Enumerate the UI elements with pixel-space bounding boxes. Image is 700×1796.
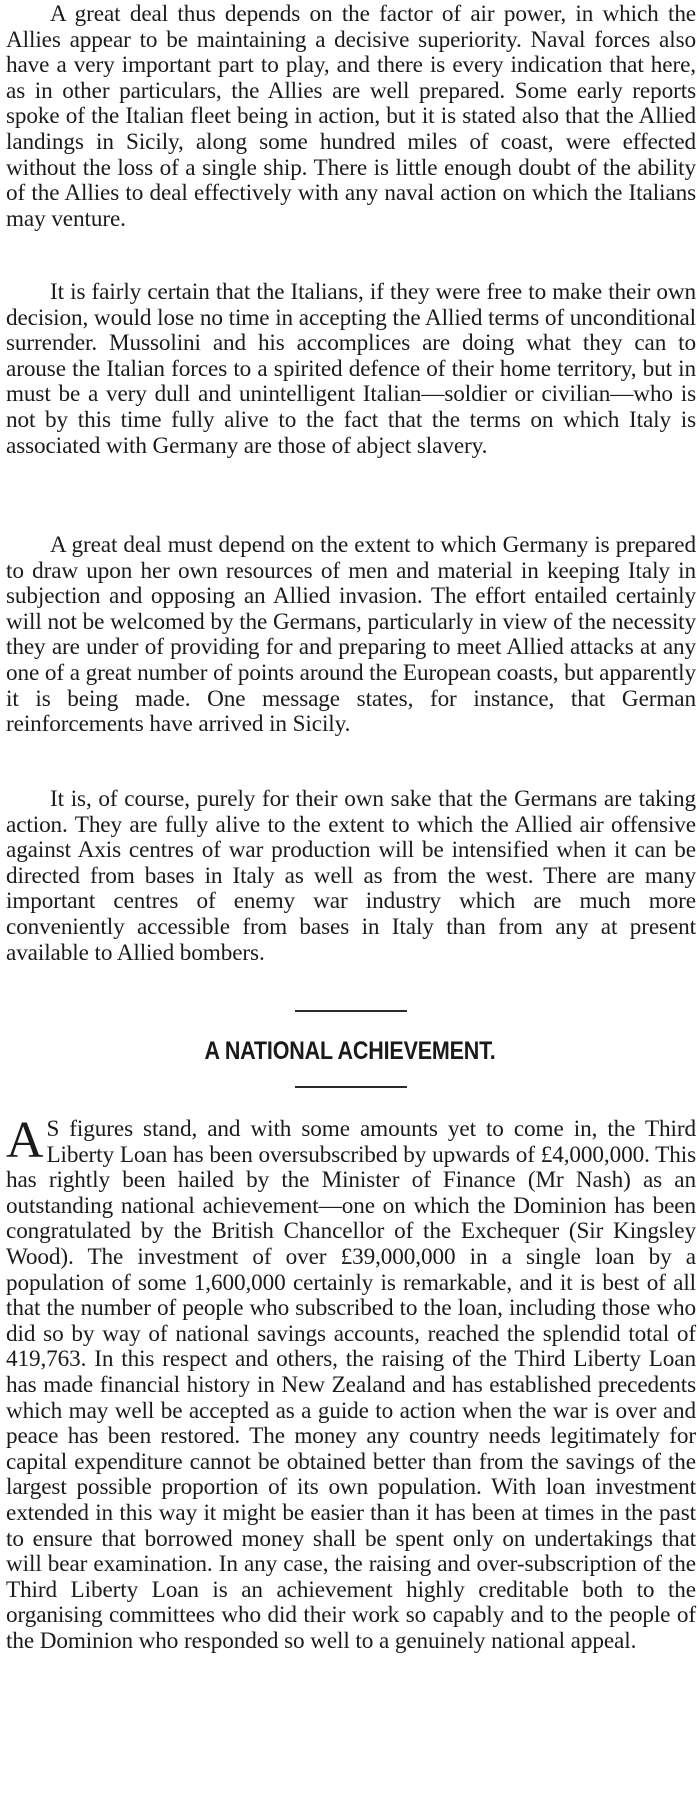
drop-cap: A xyxy=(6,1112,44,1169)
editorial-body xyxy=(6,1112,696,1654)
paragraph-text: It is, of course, purely for their own sake that the Germans are taking action. They are fully alive to the extent to which the Allied air offensive against Axis centres of war production will be intensified when it can be directed from bases in Italy as well as from the west. There are many important centres of enemy war industry which are much more conveniently accessible from bases in Italy than from any at present available to Allied bombers. xyxy=(6,786,696,966)
article-paragraph-4 xyxy=(6,787,696,966)
paragraph-text: A great deal must depend on the extent to which Germany is prepared to draw upon her own resources of men and material in keeping Italy in subjection and opposing an Allied invasion. The effort entailed certainly will not be welcomed by the Germans, particularly in view of the necessity they are under of providing for and preparing to meet Allied attacks at any one of a great number of points around the European coasts, but apparently it is being made. One message states, for instance, that German reinforcements have arrived in Sicily. xyxy=(6,532,696,738)
headline-rule-bottom xyxy=(295,1086,407,1088)
editorial-headline: A NATIONAL ACHIEVEMENT. xyxy=(204,1037,496,1065)
editorial-text: S figures stand, and with some amounts yet to come in, the Third Liberty Loan has been oversubscribed by upwards of £4,000,000. This has rightly been hailed by the Minister of Finance (Mr Nash) as an outstanding national achievement—one on which the Dominion has been congratulated by the British Chancellor of the Exchequer (Sir Kingsley Wood). The investment of over £39,000,000 in a single loan by a population of some 1,600,000 certainly is remarkable, and it is best of all that the number of people who subscribed to the loan, including those who did so by way of national savings accounts, reached the splendid total of 419,763. In this respect and others, the raising of the Third Liberty Loan has made financial history in New Zealand and has established precedents which may well be accepted as a guide to action when the war is over and peace has been restored. The money any country needs legitimately for capital expenditure cannot be obtained better than from the savings of the largest possible proportion of its own population. With loan investment extended in this way it might be easier than it has been at times in the past to ensure that borrowed money shall be spent only on undertakings that will bear examination. In any case, the raising and over-subscription of the Third Liberty Loan is an achievement highly creditable both to the organising committees who did their work so capably and to the people of the Dominion who responded so well to a genuinely national appeal. xyxy=(6,1116,696,1654)
article-paragraph-3 xyxy=(6,533,696,738)
paragraph-text: A great deal thus depends on the factor of air power, in which the Allies appear to be maintaining a decisive superiority. Naval forces also have a very important part to play, and there is every indication that here, as in other particulars, the Allies are well prepared. Some early reports spoke of the Italian fleet being in action, but it is stated also that the Allied landings in Sicily, along some hundred miles of coast, were effected without the loss of a single ship. There is little enough doubt of the ability of the Allies to deal effectively with any naval action on which the Italians may venture. xyxy=(6,1,696,232)
article-paragraph-1 xyxy=(6,2,696,232)
paragraph-text: It is fairly certain that the Italians, if they were free to make their own decision, would lose no time in accepting the Allied terms of unconditional surrender. Mussolini and his accomplices are doing what they can to arouse the Italian forces to a spirited defence of their home territory, but in must be a very dull and unintelligent Italian—soldier or civilian—who is not by this time fully alive to the fact that the terms on which Italy is associated with Germany are those of abject slavery. xyxy=(6,279,696,459)
article-paragraph-2 xyxy=(6,280,696,459)
headline-rule-top xyxy=(295,1010,407,1012)
editorial-paragraph xyxy=(6,1112,696,1654)
